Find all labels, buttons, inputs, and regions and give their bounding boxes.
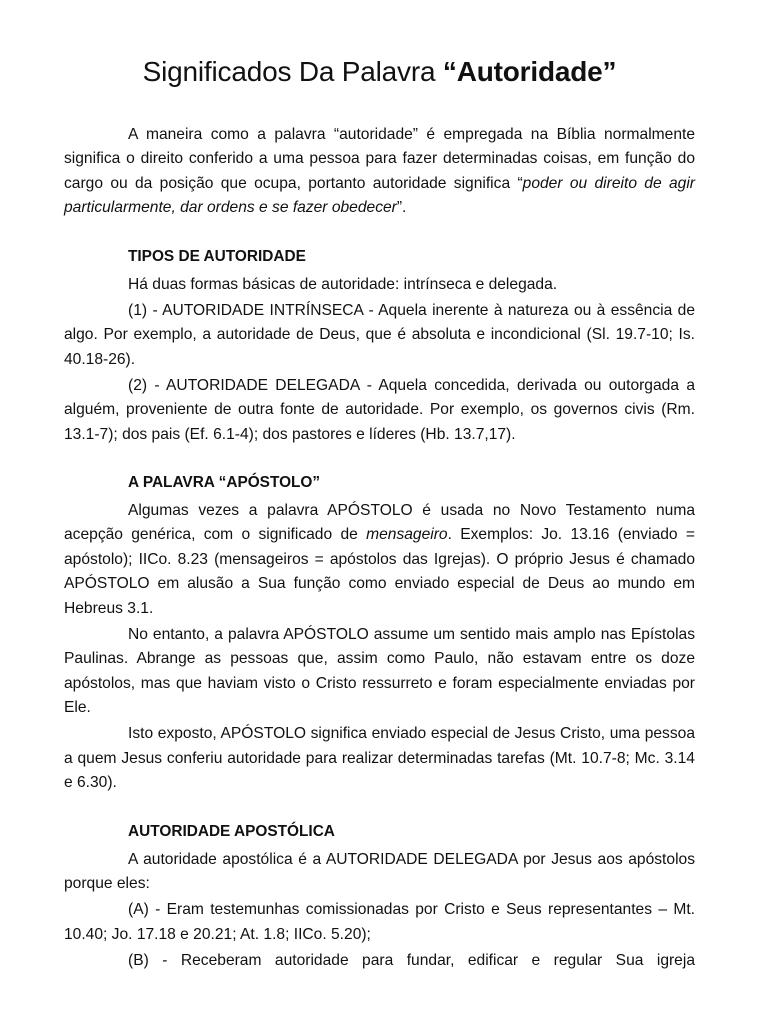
heading-palavra-apostolo: A PALAVRA “APÓSTOLO” bbox=[128, 474, 321, 492]
heading-autoridade-apostolica: AUTORIDADE APOSTÓLICA bbox=[128, 822, 335, 840]
tipos-paragraph-3: (2) - AUTORIDADE DELEGADA - Aquela concedida, derivada ou outorgada a alguém, proveniente de outra fonte de autoridade. Por exemplo, os governos civis (Rm. 13.1-7); dos pais (Ef. 6.1-4); dos pastores e líderes (Hb. 13.7,17). bbox=[64, 376, 695, 443]
apostolo-paragraph-1 bbox=[64, 499, 695, 621]
apostolo-p1-before: Algumas vezes a palavra APÓSTOLO é usada no Novo Testamento numa acepção genérica, com o significado de bbox=[64, 502, 695, 544]
apostolica-paragraph-3: (B) - Receberam autoridade para fundar, edificar e regular Sua igreja bbox=[128, 951, 695, 969]
title-emphasis: “Autoridade” bbox=[442, 56, 617, 87]
intro-italic: poder ou direito de agir particularmente, dar ordens e se fazer obedecer bbox=[64, 174, 695, 217]
apostolo-paragraph-2: No entanto, a palavra APÓSTOLO assume um sentido mais amplo nas Epístolas Paulinas. Abrange as pessoas que, assim como Paulo, não estavam entre os doze apóstolos, mas que haviam visto o Cristo ressurreto e foram especialmente enviadas por Ele. bbox=[64, 625, 695, 717]
intro-text-after: ”. bbox=[396, 199, 407, 217]
document-title bbox=[64, 52, 695, 92]
apostolo-p1-italic: mensageiro bbox=[366, 526, 448, 544]
tipos-paragraph-1: Há duas formas básicas de autoridade: intrínseca e delegada. bbox=[128, 275, 558, 293]
intro-paragraph bbox=[64, 123, 695, 221]
apostolica-paragraph-2: (A) - Eram testemunhas comissionadas por Cristo e Seus representantes – Mt. 10.40; Jo. 17.18 e 20.21; At. 1.8; IICo. 5.20); bbox=[64, 901, 695, 943]
apostolo-paragraph-3: Isto exposto, APÓSTOLO significa enviado especial de Jesus Cristo, uma pessoa a quem Jesus conferiu autoridade para realizar determinadas tarefas (Mt. 10.7-8; Mc. 3.14 e 6.30). bbox=[64, 725, 695, 792]
intro-text-before: A maneira como a palavra “autoridade” é empregada na Bíblia normalmente significa o direito conferido a uma pessoa para fazer determinadas coisas, em função do cargo ou da posição que ocupa, portanto autoridade significa “ bbox=[64, 126, 695, 192]
apostolica-paragraph-1: A autoridade apostólica é a AUTORIDADE DELEGADA por Jesus aos apóstolos porque eles: bbox=[64, 850, 695, 892]
document-body bbox=[64, 123, 695, 973]
tipos-paragraph-2: (1) - AUTORIDADE INTRÍNSECA - Aquela inerente à natureza ou à essência de algo. Por exemplo, a autoridade de Deus, que é absoluta e incondicional (Sl. 19.7-10; Is. 40.18-26). bbox=[64, 301, 695, 368]
apostolo-p1-after: . Exemplos: Jo. 13.16 (enviado = apóstolo); IICo. 8.23 (mensageiros = apóstolos das Igrejas). O próprio Jesus é chamado APÓSTOLO em alusão a Sua função como enviado especial de Deus ao mundo em Hebreus 3.1. bbox=[64, 526, 695, 617]
heading-tipos-de-autoridade: TIPOS DE AUTORIDADE bbox=[128, 247, 306, 265]
title-main: Significados Da Palavra bbox=[142, 56, 443, 87]
